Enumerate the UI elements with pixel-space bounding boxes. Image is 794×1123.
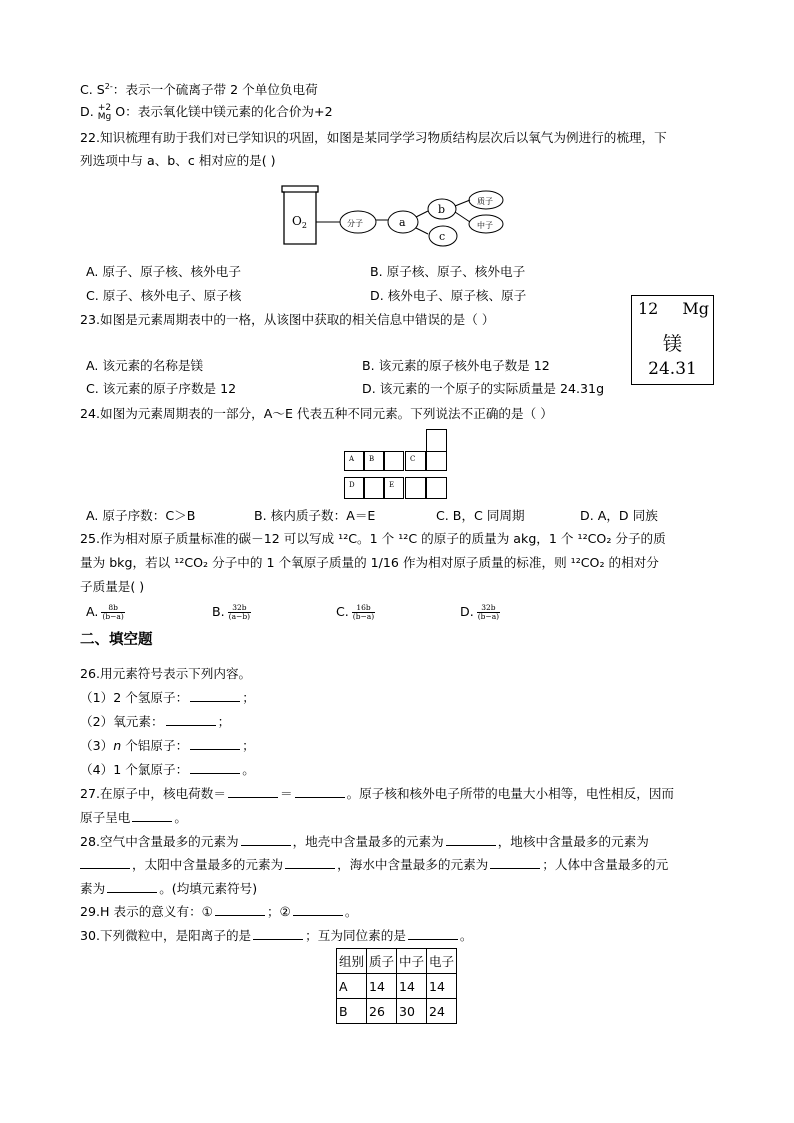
- answer-blank[interactable]: [446, 833, 496, 846]
- q26-item-3: （3）n 个铝原子： ；: [80, 738, 255, 753]
- label-c: c: [439, 230, 446, 243]
- q25-option-a[interactable]: A. $\frac{8b}{(b-a)}$: [86, 603, 124, 621]
- q22-stem-line2: 列选项中与 a、b、c 相对应的是( ): [80, 153, 276, 168]
- answer-blank[interactable]: [190, 761, 240, 774]
- grid-cell: [426, 477, 447, 499]
- cell-e: E: [384, 477, 404, 499]
- answer-blank[interactable]: [132, 809, 172, 822]
- q24-option-a[interactable]: A. 原子序数：C＞B: [86, 508, 196, 523]
- table-header-row: [337, 949, 457, 974]
- q23-option-b[interactable]: B. 该元素的原子核外电子数是 12: [362, 358, 550, 373]
- q28-line2: ，太阳中含量最多的元素为 ，海水中含量最多的元素为 ；人体中含量最多的元: [80, 856, 668, 874]
- answer-blank[interactable]: [190, 737, 240, 750]
- q25-option-c[interactable]: C. $\frac{16b}{(b-a)}$: [336, 603, 375, 621]
- table-cell: 30: [397, 999, 427, 1024]
- q25-line1: 25.作为相对原子质量标准的碳－12 可以写成 ¹²C。1 个 ¹²C 的原子的质量为 akg，1 个 ¹²CO₂ 分子的质: [80, 531, 666, 546]
- q22-option-a[interactable]: A. 原子、原子核、核外电子: [86, 264, 241, 279]
- grid-cell: [364, 477, 384, 499]
- table-header: 中子: [397, 949, 427, 974]
- q27-line1: 27.在原子中，核电荷数＝ ＝ 。原子核和核外电子所带的电量大小相等，电性相反，因而: [80, 786, 674, 801]
- q26-item-2: （2）氧元素： ；: [80, 714, 231, 729]
- label-b: b: [438, 203, 446, 216]
- q26-item-1: （1）2 个氢原子： ；: [80, 690, 255, 705]
- q25-line3: 子质量是( ): [80, 579, 145, 594]
- q22-option-c[interactable]: C. 原子、核外电子、原子核: [86, 288, 242, 303]
- q22-option-d[interactable]: D. 核外电子、原子核、原子: [370, 288, 527, 303]
- table-cell: 14: [427, 974, 457, 999]
- q23-option-c[interactable]: C. 该元素的原子序数是 12: [86, 381, 237, 396]
- q28-line1: 28.空气中含量最多的元素为 ，地壳中含量最多的元素为 ，地核中含量最多的元素为: [80, 834, 649, 849]
- structure-diagram: [278, 184, 508, 250]
- section-heading: 二、填空题: [80, 632, 153, 648]
- neutron-label: 中子: [477, 221, 493, 230]
- answer-blank[interactable]: [190, 689, 240, 702]
- element-card: [631, 295, 714, 385]
- answer-blank[interactable]: [80, 856, 130, 869]
- q23-option-a[interactable]: A. 该元素的名称是镁: [86, 358, 204, 373]
- table-cell: B: [337, 999, 367, 1024]
- q25-option-d[interactable]: D. $\frac{32b}{(b-a)}$: [460, 603, 500, 621]
- answer-blank[interactable]: [285, 856, 335, 869]
- answer-blank[interactable]: [295, 785, 345, 798]
- q30-line: 30.下列微粒中，是阳离子的是 ；互为同位素的是 。: [80, 928, 473, 943]
- label-a: a: [399, 216, 406, 229]
- cell-d: D: [344, 477, 364, 499]
- molecule-label: 分子: [347, 219, 363, 228]
- q29-line: 29.H 表示的意义有：① ；② 。: [80, 904, 358, 919]
- q27-line2: 原子呈电 。: [80, 810, 187, 825]
- q25-option-b[interactable]: B. $\frac{32b}{(a-b)}$: [212, 603, 251, 621]
- q21-option-d: D. +2 Mg O：表示氧化镁中镁元素的化合价为+2: [80, 102, 333, 122]
- answer-blank[interactable]: [490, 856, 540, 869]
- proton-label: 质子: [477, 197, 493, 206]
- q24-option-d[interactable]: D. A，D 同族: [580, 508, 658, 523]
- q26-item-4: （4）1 个氯原子： 。: [80, 762, 255, 777]
- q28-line3: 素为 。(均填元素符号): [80, 881, 258, 896]
- q22-stem-line1: 22.知识梳理有助于我们对已学知识的巩固，如图是某同学学习物质结构层次后以氧气为例进行的梳理，下: [80, 130, 667, 145]
- q24-stem: 24.如图为元素周期表的一部分，A～E 代表五种不同元素。下列说法不正确的是（ ）: [80, 406, 553, 421]
- cell-c: C: [405, 451, 426, 471]
- q23-stem: 23.如图是元素周期表中的一格，从该图中获取的相关信息中错误的是（ ）: [80, 312, 495, 327]
- atomic-number: 12: [638, 299, 659, 318]
- answer-blank[interactable]: [293, 903, 343, 916]
- table-cell: A: [337, 974, 367, 999]
- cell-b: B: [364, 451, 384, 471]
- q24-option-b[interactable]: B. 核内质子数：A＝E: [254, 508, 376, 523]
- table-cell: 14: [397, 974, 427, 999]
- element-name: 镁: [662, 333, 682, 355]
- table-cell: 14: [367, 974, 397, 999]
- particle-table: [336, 948, 457, 1024]
- q21-option-c: C. $S^{2-}$：表示一个硫离子带 2 个单位负电荷: [80, 82, 318, 98]
- q23-option-d[interactable]: D. 该元素的一个原子的实际质量是 24.31g: [362, 381, 605, 396]
- grid-cell: [405, 477, 426, 499]
- element-symbol: Mg: [682, 299, 709, 318]
- atomic-mass: 24.31: [648, 359, 697, 379]
- q22-option-b[interactable]: B. 原子核、原子、核外电子: [370, 264, 526, 279]
- answer-blank[interactable]: [215, 903, 265, 916]
- table-header: 组别: [337, 949, 367, 974]
- answer-blank[interactable]: [253, 927, 303, 940]
- answer-blank[interactable]: [241, 833, 291, 846]
- jar-label: $O_2$: [292, 214, 307, 230]
- table-cell: 24: [427, 999, 457, 1024]
- answer-blank[interactable]: [166, 713, 216, 726]
- answer-blank[interactable]: [107, 880, 157, 893]
- q25-line2: 量为 bkg，若以 ¹²CO₂ 分子中的 1 个氧原子质量的 1/16 作为相对原子质量的标准，则 ¹²CO₂ 的相对分: [80, 555, 659, 570]
- answer-blank[interactable]: [228, 785, 278, 798]
- cell-a: A: [344, 451, 364, 471]
- table-cell: 26: [367, 999, 397, 1024]
- table-header: 电子: [427, 949, 457, 974]
- answer-blank[interactable]: [408, 927, 458, 940]
- grid-cell: [384, 451, 404, 471]
- q26-stem: 26.用元素符号表示下列内容。: [80, 666, 252, 681]
- table-row: [337, 974, 457, 999]
- grid-cell: [426, 429, 447, 452]
- table-row: [337, 999, 457, 1024]
- q24-option-c[interactable]: C. B，C 同周期: [436, 508, 525, 523]
- grid-cell: [426, 451, 447, 471]
- table-header: 质子: [367, 949, 397, 974]
